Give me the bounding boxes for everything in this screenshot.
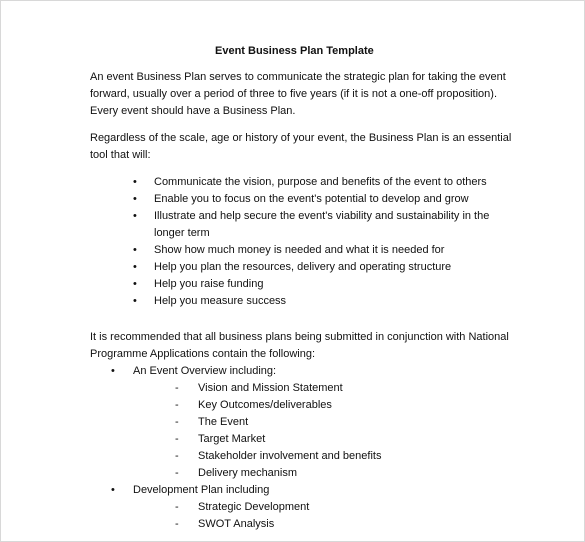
list-item: • Illustrate and help secure the event's viability and sustainability in the longer term: [90, 208, 520, 242]
sections-list: [90, 363, 520, 533]
intro-paragraph: An event Business Plan serves to communicate the strategic plan for taking the event forward, usually over a period of three to five years (if it is not a one-off proposition). Every event should have a Business Plan.: [90, 71, 506, 117]
recommendation-paragraph: It is recommended that all business plans being submitted in conjunction with National Programme Applications contain the following:: [90, 331, 509, 360]
section-label: An Event Overview including:: [133, 365, 277, 377]
list-item: - Stakeholder involvement and benefits: [133, 448, 520, 465]
list-item: - SWOT Analysis: [133, 516, 520, 533]
event-overview-sublist: [133, 380, 520, 482]
list-item: - The Event: [133, 414, 520, 431]
list-item: - Strategic Development: [133, 499, 520, 516]
list-item: - Key Outcomes/deliverables: [133, 397, 520, 414]
lead-paragraph: Regardless of the scale, age or history of your event, the Business Plan is an essential tool that will:: [90, 132, 512, 161]
document-title: Event Business Plan Template: [215, 45, 374, 57]
section-item-event-overview: [90, 363, 520, 482]
document-body: [90, 43, 520, 533]
benefits-list: [90, 174, 520, 310]
list-item: - Target Market: [133, 431, 520, 448]
section-item-development-plan: [90, 482, 520, 533]
list-item: • Communicate the vision, purpose and benefits of the event to others: [90, 174, 520, 191]
list-item: • Help you plan the resources, delivery and operating structure: [90, 259, 520, 276]
list-item: • Show how much money is needed and what it is needed for: [90, 242, 520, 259]
list-item: • Help you measure success: [90, 293, 520, 310]
development-plan-sublist: [133, 499, 520, 533]
list-item: - Vision and Mission Statement: [133, 380, 520, 397]
list-item: • Help you raise funding: [90, 276, 520, 293]
list-item: - Delivery mechanism: [133, 465, 520, 482]
section-label: Development Plan including: [133, 484, 270, 496]
list-item: • Enable you to focus on the event's potential to develop and grow: [90, 191, 520, 208]
